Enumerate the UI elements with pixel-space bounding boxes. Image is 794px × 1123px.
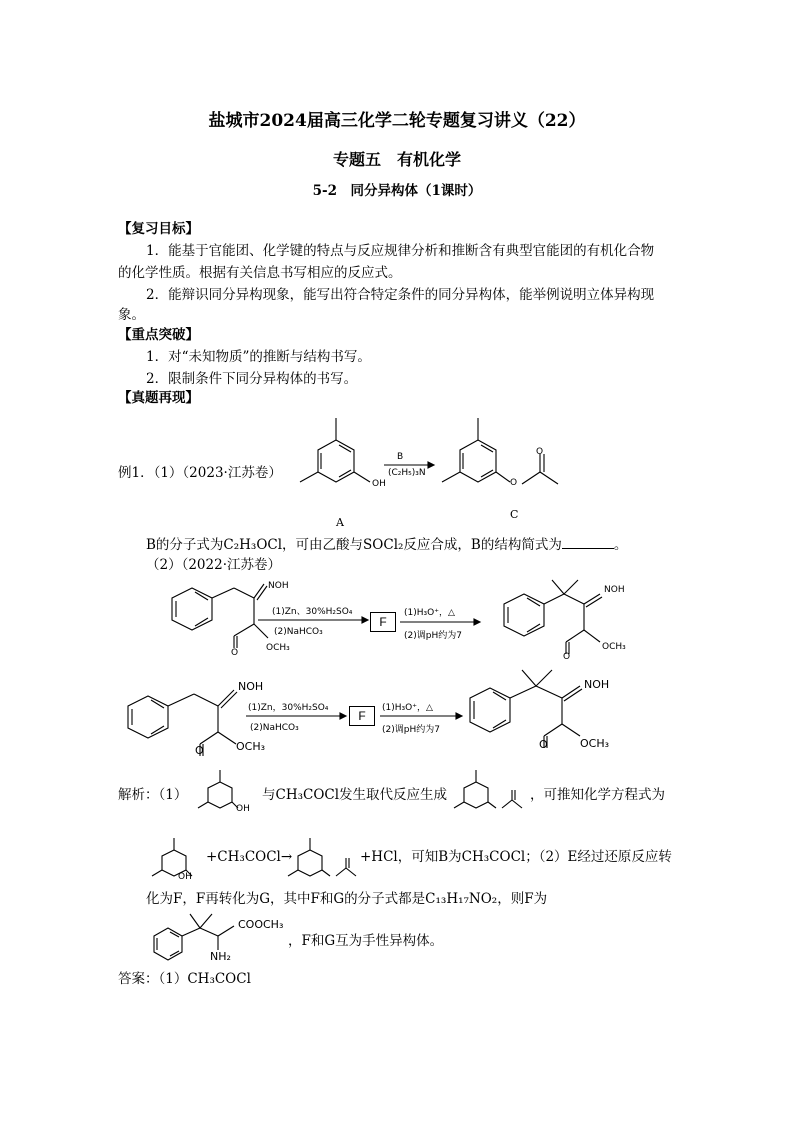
compound-a-label: A — [336, 516, 344, 529]
scheme-1-product-noh: NOH — [604, 585, 625, 595]
analysis-line-4: ，F和G互为手性异构体。 — [288, 933, 444, 949]
compound-c-label: C — [510, 508, 519, 521]
analysis-compound-c — [452, 766, 532, 826]
scheme-1-reactant — [150, 580, 270, 680]
scheme-2-product-och3: OCH₃ — [580, 737, 610, 750]
scheme-1-reactant-och3: OCH₃ — [266, 643, 290, 653]
scheme-2-arrow-2 — [380, 711, 462, 721]
compound-f-structure — [146, 906, 296, 976]
scheme-2-reactant-noh: NOH — [238, 680, 264, 693]
analysis-compound-a-oh: OH — [236, 804, 250, 814]
compound-a-oh: OH — [372, 479, 386, 489]
scheme-1-arrow-2 — [400, 617, 480, 627]
scheme-2-box-f: F — [349, 706, 375, 726]
exam-heading: 【真题再现】 — [118, 390, 199, 406]
analysis-label: 解析：（1） — [118, 787, 188, 803]
compound-c-carbonyl-o: O — [536, 447, 544, 457]
equation-rest: +HCl，可知B为CH₃COCl；（2）E经过还原反应转 — [360, 849, 672, 865]
key-points-heading: 【重点突破】 — [118, 327, 199, 343]
goal-2-line-1: 2．能辩识同分异构现象，能写出符合特定条件的同分异构体，能举例说明立体异构现 — [146, 287, 655, 303]
example-part-2-label: （2）（2022·江苏卷） — [146, 557, 281, 573]
scheme-2-reactant-och3: OCH₃ — [236, 740, 266, 753]
goal-1-line-1: 1．能基于官能团、化学键的特点与反应规律分析和推断含有典型官能团的有机化合物 — [146, 243, 655, 259]
scheme-2-condition-3: (1)H₃O⁺，△ — [382, 703, 433, 713]
scheme-1-condition-2: (2)NaHCO₃ — [274, 627, 323, 637]
scheme-1-condition-3: (1)H₃O⁺，△ — [404, 608, 455, 618]
analysis-compound-a — [196, 766, 256, 826]
topic-heading: 专题五 有机化学 — [332, 150, 461, 169]
scheme-2-product-noh: NOH — [584, 678, 610, 691]
scheme-1-product-o: O — [563, 652, 571, 662]
scheme-1-reactant-o: O — [231, 648, 239, 658]
scheme-2-product-o: O — [539, 738, 548, 751]
scheme-1-box-f: F — [370, 612, 396, 632]
scheme-2-reactant-o: O — [195, 744, 204, 757]
scheme-2-arrow-1 — [246, 711, 346, 721]
scheme-1-arrow-1 — [258, 615, 368, 625]
scheme-1-product-och3: OCH₃ — [602, 642, 626, 652]
compound-c-ester-o: O — [510, 478, 518, 488]
analysis-text-1: 与CH₃COCl发生取代反应生成 — [262, 787, 448, 803]
scheme-2-condition-4: (2)调pH约为7 — [382, 725, 440, 735]
equation-plus: +CH₃COCl→ — [206, 849, 293, 865]
scheme-2-condition-2: (2)NaHCO₃ — [250, 723, 299, 733]
example-1-label: 例1．（1）（2023·江苏卷） — [118, 465, 282, 481]
equation-reactant — [150, 834, 210, 894]
compound-c-structure — [432, 410, 582, 520]
analysis-line-3: 化为F，F再转化为G，其中F和G的分子式都是C₁₃H₁₇NO₂，则F为 — [146, 891, 548, 907]
example-question: B的分子式为C₂H₃OCl，可由乙酸与SOCl₂反应合成，B的结构简式为 。 — [146, 537, 628, 553]
answer-line: 答案：（1）CH₃COCl — [118, 971, 251, 987]
compound-f-nh2: NH₂ — [210, 950, 231, 963]
goal-1-line-2: 的化学性质。根据有关信息书写相应的反应式。 — [118, 265, 402, 281]
reagent-base: (C₂H₅)₃N — [388, 468, 426, 478]
subtopic-heading: 5-2 同分异构体（1课时） — [312, 183, 482, 199]
equation-reactant-oh: OH — [178, 872, 192, 882]
scheme-1-reactant-noh: NOH — [268, 581, 289, 591]
equation-product — [286, 834, 366, 894]
key-point-2: 2．限制条件下同分异构体的书写。 — [146, 371, 358, 387]
key-point-1: 1．对“未知物质”的推断与结构书写。 — [146, 349, 371, 365]
scheme-2-condition-1: (1)Zn，30%H₂SO₄ — [248, 703, 329, 713]
analysis-text-2: ，可推知化学方程式为 — [530, 787, 665, 803]
compound-f-cooch3: COOCH₃ — [238, 918, 284, 931]
document-title: 盐城市2024届高三化学二轮专题复习讲义（22） — [208, 111, 586, 131]
goal-2-line-2: 象。 — [118, 307, 145, 323]
answer-blank[interactable] — [562, 536, 614, 549]
reagent-b: B — [397, 452, 404, 462]
goals-heading: 【复习目标】 — [118, 221, 199, 237]
scheme-1-condition-1: (1)Zn、30%H₂SO₄ — [272, 607, 353, 617]
scheme-1-condition-4: (2)调pH约为7 — [404, 631, 462, 641]
